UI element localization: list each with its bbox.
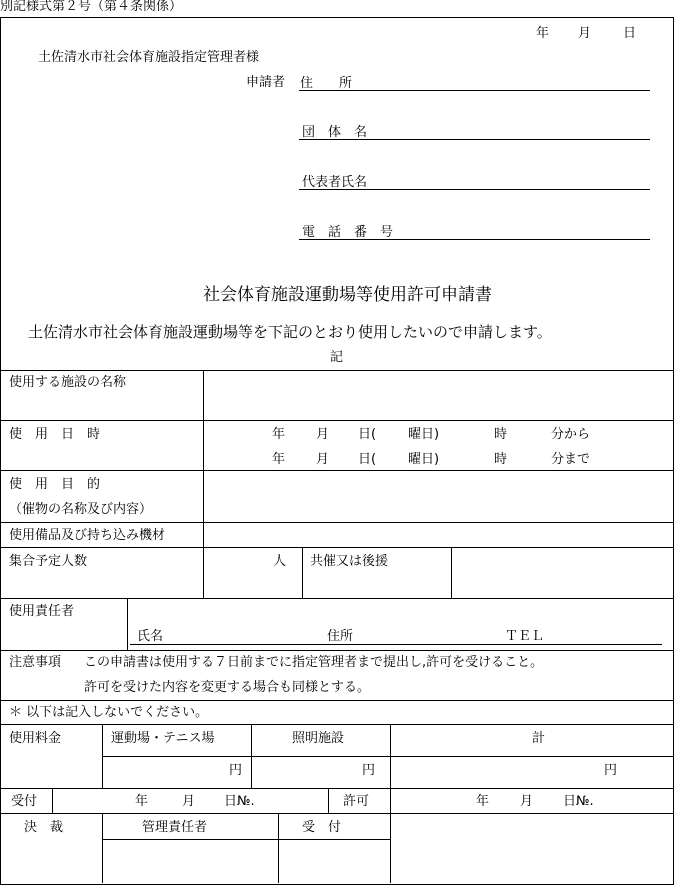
equipment-label: 使用備品及び持ち込み機材 — [9, 528, 166, 543]
facility-field[interactable] — [204, 371, 672, 420]
row-divider — [0, 724, 673, 725]
people-unit: 人 — [273, 554, 287, 569]
responsible-address-label: 住所 — [327, 629, 354, 644]
col-divider — [451, 547, 452, 598]
to-minute: 分まで — [551, 452, 591, 467]
responsible-label: 使用責任者 — [9, 604, 75, 619]
total-fee-yen: 円 — [604, 763, 618, 778]
applicant-representative-line — [299, 189, 650, 190]
page-title: 社会体育施設運動場等使用許可申請書 — [203, 285, 492, 305]
equipment-field[interactable] — [204, 523, 672, 547]
form-number: 別記様式第２号（第４条関係） — [0, 0, 183, 14]
purpose-sublabel: （催物の名称及び内容） — [9, 502, 153, 517]
ki-label: 記 — [330, 350, 344, 365]
row-divider — [0, 598, 673, 599]
to-year: 年 — [272, 452, 286, 467]
applicant-address-line — [299, 90, 650, 91]
applicant-group-label: 団 体 名 — [302, 125, 368, 140]
applicant-representative-label: 代表者氏名 — [302, 175, 368, 190]
col-divider — [390, 788, 391, 883]
lighting-fee-yen: 円 — [362, 763, 376, 778]
col-divider — [251, 724, 252, 788]
notes-label: 注意事項 — [9, 655, 62, 670]
row-divider — [0, 813, 673, 814]
col-divider — [390, 724, 391, 788]
from-year: 年 — [272, 427, 286, 442]
total-fee-label: 計 — [532, 731, 546, 746]
attendance-label: 集合予定人数 — [9, 554, 88, 569]
from-hour: 時 — [494, 427, 508, 442]
sponsor-label: 共催又は後援 — [310, 554, 389, 569]
reception-label: 受付 — [11, 794, 38, 809]
responsible-tel-label: ＴＥＬ — [505, 629, 545, 644]
fee-label: 使用料金 — [9, 731, 62, 746]
row-divider — [0, 420, 673, 421]
row-divider — [102, 756, 673, 757]
responsible-name-label: 氏名 — [137, 629, 164, 644]
responsible-underline — [130, 644, 662, 645]
row-divider — [0, 650, 673, 651]
field-fee-yen: 円 — [229, 763, 243, 778]
reception-month: 月 — [182, 794, 196, 809]
reception-year: 年 — [135, 794, 149, 809]
col-divider — [302, 547, 303, 598]
applicant-phone-label: 電 話 番 号 — [302, 225, 394, 240]
facility-label: 使用する施設の名称 — [9, 375, 127, 390]
lead-text: 土佐清水市社会体育施設運動場等を下記のとおり使用したいので申請します。 — [28, 323, 552, 341]
manager-label: 管理責任者 — [142, 820, 208, 835]
row-divider — [0, 547, 673, 548]
permit-day-no: 日№. — [563, 794, 594, 809]
applicant-address-label: 住 所 — [300, 76, 353, 91]
row-divider — [0, 700, 673, 701]
col-divider — [102, 724, 103, 788]
from-minute: 分から — [551, 427, 591, 442]
permit-year: 年 — [476, 794, 490, 809]
office-note: ＊ 以下は記入しないでください。 — [9, 705, 209, 720]
date-month: 月 — [578, 26, 592, 41]
date-day: 日 — [623, 26, 637, 41]
accept-label: 受 付 — [302, 820, 342, 835]
to-day: 日( — [358, 452, 377, 467]
col-divider — [278, 813, 279, 883]
date-year: 年 — [536, 26, 550, 41]
from-day: 日( — [358, 427, 377, 442]
col-divider — [52, 788, 53, 813]
decision-label: 決 裁 — [24, 820, 64, 835]
col-divider — [127, 598, 128, 650]
lighting-fee-label: 照明施設 — [292, 731, 345, 746]
notes-line1: この申請書は使用する７日前までに指定管理者まで提出し,許可を受けること。 — [84, 655, 544, 670]
datetime-label: 使 用 日 時 — [9, 427, 101, 442]
to-hour: 時 — [494, 452, 508, 467]
applicant-label: 申請者 — [246, 75, 286, 90]
to-month: 月 — [316, 452, 330, 467]
applicant-group-line — [299, 139, 650, 140]
purpose-field[interactable] — [204, 471, 672, 522]
notes-line2: 許可を受けた内容を変更する場合も同様とする。 — [84, 680, 371, 695]
from-weekday: 曜日) — [408, 427, 440, 442]
row-divider — [102, 839, 390, 840]
permit-label: 許可 — [343, 794, 370, 809]
field-fee-label: 運動場・テニス場 — [111, 731, 215, 746]
addressee: 土佐清水市社会体育施設指定管理者様 — [38, 50, 260, 65]
col-divider — [328, 788, 329, 813]
permit-month: 月 — [520, 794, 534, 809]
col-divider — [102, 813, 103, 883]
applicant-phone-line — [299, 239, 650, 240]
to-weekday: 曜日) — [408, 452, 440, 467]
reception-day-no: 日№. — [224, 794, 255, 809]
purpose-label: 使 用 目 的 — [9, 477, 101, 492]
row-divider — [0, 788, 673, 789]
from-month: 月 — [316, 427, 330, 442]
